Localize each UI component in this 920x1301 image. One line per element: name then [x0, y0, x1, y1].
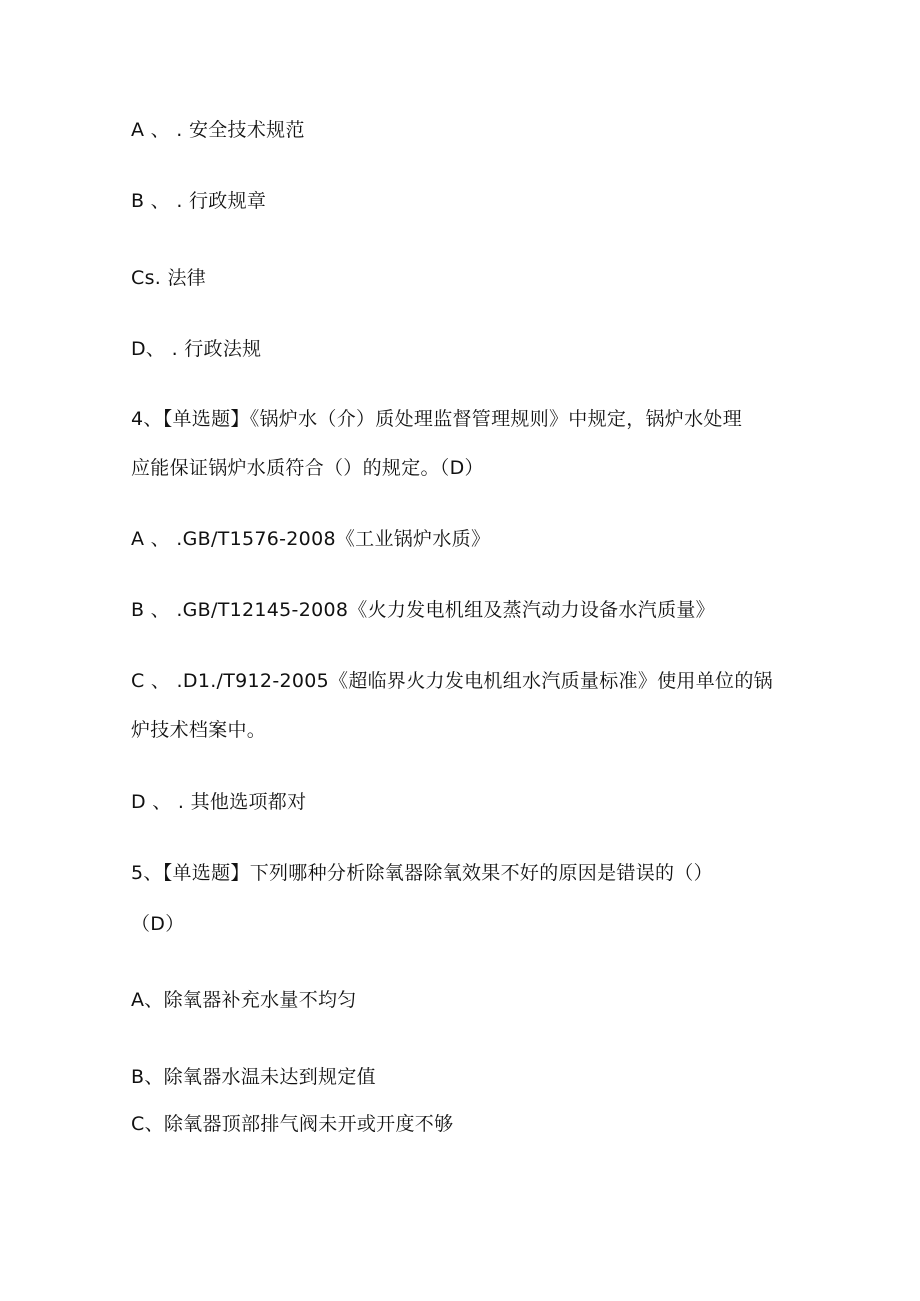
q4-option-d: D 、 . 其他选项都对	[131, 791, 307, 813]
q5-stem-line1: 5、【单选题】下列哪种分析除氧器除氧效果不好的原因是错误的（）	[131, 862, 713, 884]
q4-option-b: B 、 .GB/T12145-2008《火力发电机组及蒸汽动力设备水汽质量》	[131, 599, 715, 621]
q4-option-a: A 、 .GB/T1576-2008《工业锅炉水质》	[131, 528, 491, 550]
q4-option-c-line2: 炉技术档案中。	[131, 719, 267, 741]
q3-option-a: A 、 . 安全技术规范	[131, 119, 305, 141]
q4-option-c-line1: C 、 .D1./T912-2005《超临界火力发电机组水汽质量标准》使用单位的锅	[131, 670, 773, 692]
q3-option-b: B 、 . 行政规章	[131, 190, 267, 212]
q5-option-c: C、除氧器顶部排气阀未开或开度不够	[131, 1113, 454, 1135]
q4-stem-line2: 应能保证锅炉水质符合（）的规定。（D）	[131, 457, 484, 479]
q4-stem-line1: 4、【单选题】《锅炉水（介）质处理监督管理规则》中规定，锅炉水处理	[131, 408, 742, 430]
q5-stem-line2: （D）	[131, 913, 185, 935]
q5-option-a: A、除氧器补充水量不均匀	[131, 989, 357, 1011]
q3-option-d: D、 . 行政法规	[131, 338, 262, 360]
q3-option-c: Cs. 法律	[131, 267, 207, 289]
q5-option-b: B、除氧器水温未达到规定值	[131, 1066, 376, 1088]
